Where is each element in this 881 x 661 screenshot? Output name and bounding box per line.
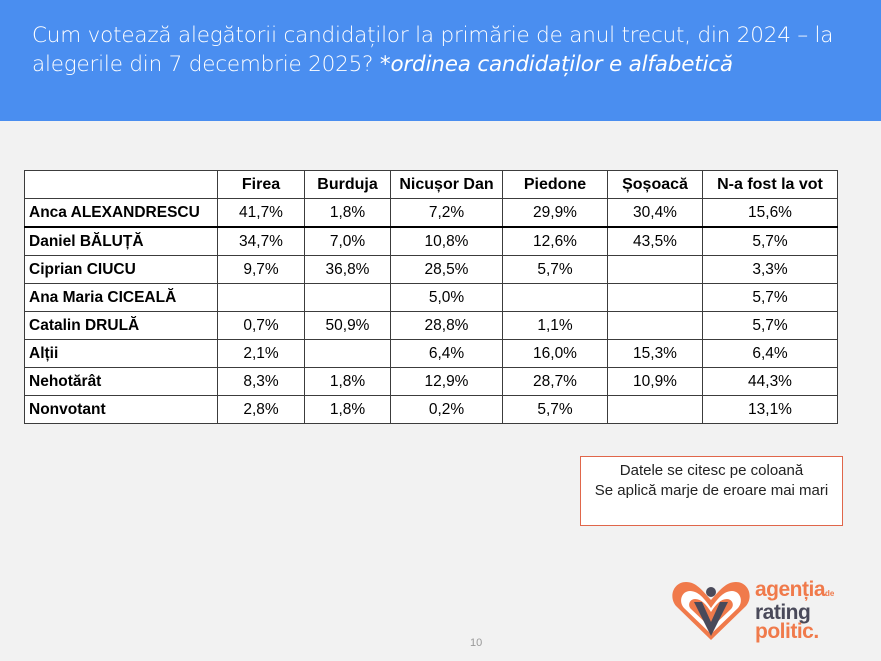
logo-line-1: agenția <box>755 578 826 601</box>
table-row <box>25 199 838 228</box>
row-label: Anca ALEXANDRESCU <box>25 199 218 228</box>
table-cell <box>608 256 703 284</box>
table-cell: 43,5% <box>608 227 703 256</box>
table-cell: 34,7% <box>218 227 305 256</box>
table-cell: 2,1% <box>218 340 305 368</box>
table-cell: 13,1% <box>703 396 838 424</box>
row-label: Alții <box>25 340 218 368</box>
header-cell-nu-a-votat: N-a fost la vot <box>703 171 838 199</box>
table-cell: 9,7% <box>218 256 305 284</box>
table-cell: 16,0% <box>503 340 608 368</box>
table-cell <box>305 284 391 312</box>
note-line-1: Datele se citesc pe coloană <box>619 462 804 479</box>
table-cell <box>503 284 608 312</box>
table-cell: 5,7% <box>703 312 838 340</box>
table-cell: 1,8% <box>305 199 391 228</box>
page-title <box>32 21 852 79</box>
table-cell: 7,2% <box>391 199 503 228</box>
table-cell <box>305 340 391 368</box>
logo-heart-icon <box>670 578 752 643</box>
table-cell: 1,8% <box>305 396 391 424</box>
row-label: Catalin DRULĂ <box>25 312 218 340</box>
table-cell: 15,3% <box>608 340 703 368</box>
table-cell: 36,8% <box>305 256 391 284</box>
logo-line-2: rating <box>755 601 811 624</box>
row-label: Nehotărât <box>25 368 218 396</box>
table-cell <box>608 284 703 312</box>
row-label: Nonvotant <box>25 396 218 424</box>
table-cell: 28,7% <box>503 368 608 396</box>
table-cell: 44,3% <box>703 368 838 396</box>
row-label: Ana Maria CICEALĂ <box>25 284 218 312</box>
table-cell: 6,4% <box>391 340 503 368</box>
table-cell: 7,0% <box>305 227 391 256</box>
table-row <box>25 312 838 340</box>
row-label: Daniel BĂLUȚĂ <box>25 227 218 256</box>
table-cell: 1,1% <box>503 312 608 340</box>
logo-wordmark <box>755 580 834 641</box>
header-cell-piedone: Piedone <box>503 171 608 199</box>
table-cell: 28,5% <box>391 256 503 284</box>
table-cell: 5,7% <box>503 256 608 284</box>
table-cell: 30,4% <box>608 199 703 228</box>
reading-note-box <box>580 456 843 526</box>
table-cell: 5,7% <box>703 227 838 256</box>
table-cell: 15,6% <box>703 199 838 228</box>
table-cell: 5,7% <box>703 284 838 312</box>
table-header-row <box>25 171 838 199</box>
header-cell-nicusor-dan: Nicușor Dan <box>391 171 503 199</box>
header-cell-sosoaca: Șoșoacă <box>608 171 703 199</box>
table-row <box>25 396 838 424</box>
table-cell: 50,9% <box>305 312 391 340</box>
table-cell: 3,3% <box>703 256 838 284</box>
table-row <box>25 256 838 284</box>
table-cell: 29,9% <box>503 199 608 228</box>
table-cell: 0,7% <box>218 312 305 340</box>
table-cell: 5,7% <box>503 396 608 424</box>
results-table <box>24 170 838 424</box>
title-main: Cum votează alegătorii candidaților la primărie de anul trecut, din 2024 – la alegerile din 7 decembrie 2025? <box>32 23 834 77</box>
table-cell: 12,6% <box>503 227 608 256</box>
logo-line-3: politic. <box>755 620 819 643</box>
row-label: Ciprian CIUCU <box>25 256 218 284</box>
title-italic-note: *ordinea candidaților e alfabetică <box>379 52 733 77</box>
table-cell: 6,4% <box>703 340 838 368</box>
logo-line-1-small: de <box>825 589 835 598</box>
table-cell: 0,2% <box>391 396 503 424</box>
note-line-2: Se aplică marje de eroare mai mari <box>594 481 829 499</box>
table-cell <box>218 284 305 312</box>
header-cell-firea: Firea <box>218 171 305 199</box>
table-row <box>25 284 838 312</box>
table-cell <box>608 396 703 424</box>
header-cell-blank <box>25 171 218 199</box>
table-cell: 10,8% <box>391 227 503 256</box>
table-row <box>25 368 838 396</box>
table-row <box>25 227 838 256</box>
table-cell: 12,9% <box>391 368 503 396</box>
table-cell: 2,8% <box>218 396 305 424</box>
table-cell: 5,0% <box>391 284 503 312</box>
page-number: 10 <box>470 637 483 649</box>
table-cell: 28,8% <box>391 312 503 340</box>
table-cell: 41,7% <box>218 199 305 228</box>
table-cell: 8,3% <box>218 368 305 396</box>
table-cell: 10,9% <box>608 368 703 396</box>
header-cell-burduja: Burduja <box>305 171 391 199</box>
agency-logo <box>670 578 850 643</box>
table-cell <box>608 312 703 340</box>
table-cell: 1,8% <box>305 368 391 396</box>
header-banner <box>0 0 881 121</box>
table-row <box>25 340 838 368</box>
